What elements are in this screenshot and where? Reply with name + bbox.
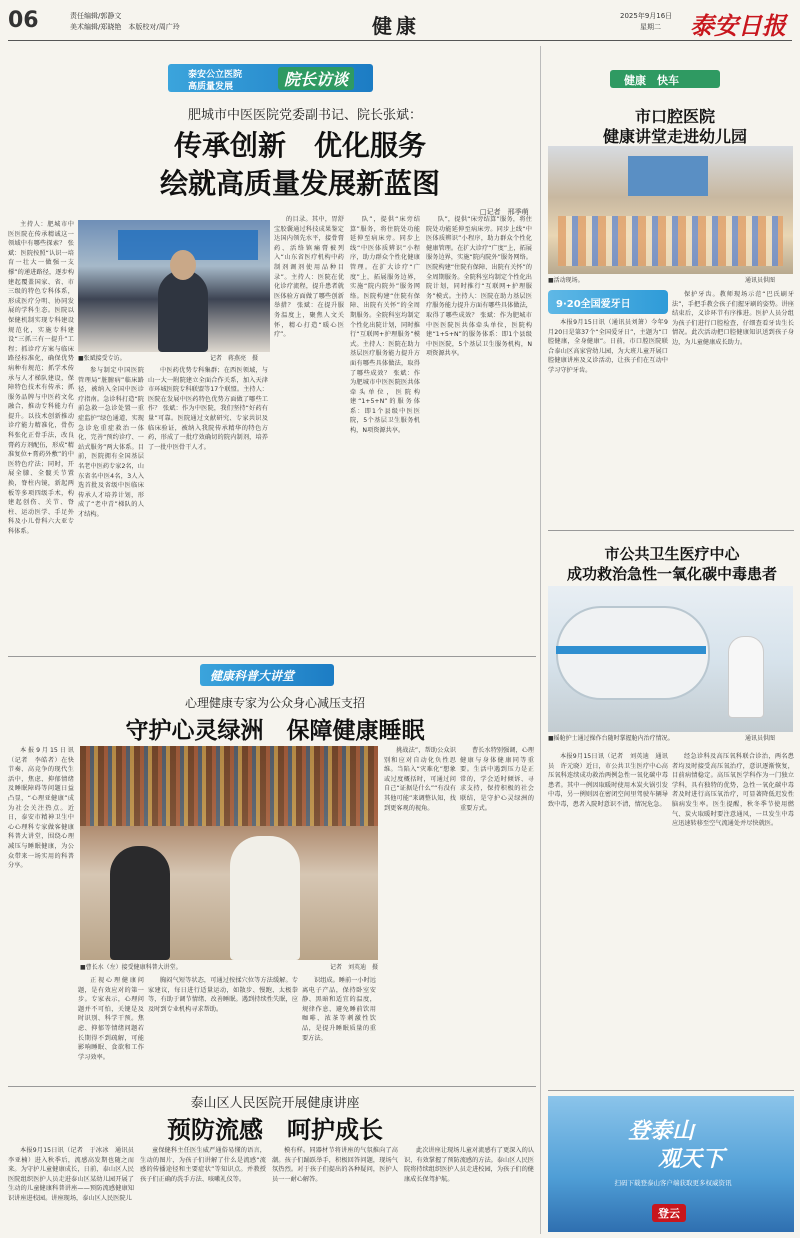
article1-col2b [78,366,144,652]
page-number: 06 [8,8,39,33]
oxygen-chamber-photo [548,586,793,732]
article3-title: 预防流感 呵护成长 [167,1115,383,1144]
article2-col6 [460,746,534,1082]
brief2-body-text: 经急诊科及高压氧科联合诊治，两名患者均及时接受高压氧治疗，意识逐渐恢复，目前病情稳定。高压氧医学科作为一门独立学科，具有独特的优势，急性一氧化碳中毒者及时进行高压氧治疗，可显著降低迟发性脑病发生率。医生提醒，秋冬季节使用燃气、炭火取暖时要注意通风，一旦发生中毒应迅速转移至空气流通处并尽快就医。 [672,753,794,828]
article2-col2c [78,976,144,1082]
article2-photo-caption: ■曹长水（左）接受健康科普大讲堂。 [80,964,182,971]
brief1-body-text: 保护牙齿。教师现场示范“巴氏刷牙法”，手把手教会孩子们握牙刷的姿势。讲座结束后，义诊环节有序推进。医护人员分组为孩子们进行口腔检查，仔细查看牙齿生长情况。此次活动把口腔健康知识送到孩子身边，为儿童健康成长助力。 [672,291,794,346]
article1-col1 [8,220,74,652]
bookshelf [80,746,378,826]
brief-tag [610,70,720,88]
article3-col4 [404,1146,534,1234]
article3-col1-text: 本报9月15日讯（记者 于冰冰 通讯员 李亚楠）进入秋季后，流感高发期也随之而来。为守护儿童健康成长，日前，泰山区人民医院组织医护人员走进泰山区某幼儿园开展了生动的儿童健康科普讲座——预防流感健康知识讲座进校园。讲座现场，泰山区人民医院儿 [8,1147,141,1202]
article2-title: 守护心灵绿洲 保障健康睡眠 [125,717,425,744]
article1-col6-text: 队”，提供“床旁结算”服务，将住院处功能延伸至病床旁。同步上线“中医体质辨识”小程序，助力群众个性化健康管理。在扩大诊疗“广度”上，拓展服务边界，实施“院内院外”服务网络。医院构建“住院有保障、出院有关怀”的全周期服务。全院科室均制定个性化出院计划，同时推行“互联网+护理服务”模式。主持人：医院在助力基层医疗服务能力提升方面有哪些具体做法，取得了哪些成效？ 张斌：作为肥城市中医医院医共体牵头单位，医院构建“1+5+N”的服务体系：即1个县级中医医院，5个基层卫生服务机构，N项资源共享。 [426,216,532,358]
hospital-banner [168,64,373,92]
chamber-stripe [556,646,706,654]
app-ad[interactable] [548,1096,794,1232]
host-figure [110,846,170,960]
guest-figure [230,836,300,960]
brief-tag-text: 健康 快车 [624,74,679,87]
article3-col4-text: 此次讲座让现场儿童对流感有了更深入的认识，有效掌握了预防流感的方法。泰山区人民医院将持续组织医护人员走进校园，为孩子们的健康成长保驾护航。 [404,1147,534,1183]
article2-photo-credit: 记者 刘英迪 摄 [330,964,379,971]
article2-col1 [8,746,74,1082]
brief2-photo-caption: ■摇舱护士通过操作台随时掌握舱内治疗情况。 [548,735,674,742]
article3-col3-text: 模有样。同器材节将讲座的气氛推向了高潮。孩子们踊跃举手，积极回答问题，现场气氛热烈。对于孩子们提出的各种疑问，医护人员一一耐心解答。 [272,1147,398,1183]
article1-col3-text: 中医药优势专科集群；在西医领域，与山一大一附院建立全面合作关系，加入天津市环城医院专科联盟等17个联盟。主持人：医院在发展中医药特色优势方面做了哪些工作？ 张斌：作为中医院，我们坚持“好药有量”可靠。医院通过文献研究、专家共识及临床验证，被纳入我院传承精华的特色方药，形成了一批疗效确切的院内制剂，培养了一批中医骨干人才。 [148,367,268,451]
article1-col4 [274,215,344,652]
banner-tag: 院长访谈 [278,67,354,90]
article1-col1-text: 主持人：肥城市中医医院在传承精诚这一领域中有哪些探索？ 张斌：医院按照“认识一培育一壮大一做强一支撑”的递进路径，逐步构建起覆盖国家、省、市三级的特色专科体系，形成医疗分明、协同发展的学科生态。医院以保健机制实现专科建设规范化，实施专科建设“三抓三有一提升”工程；抓诊疗方案与临床路径标准化，确保优势病种有规范；抓学术传承与人才梯队建设，保障特色技术有传承；抓服务品牌与中医药文化融合，推动专科能力有提升。以技术创新推动诊疗能力精准化，骨伤科张化正骨手法，改良膏药方剂配伍，形成“精准复位+膏药外敷”的中医特色疗法；同时，开展全膝、全髋关节置换，脊柱内镜，新起两板等多项四级手术，构建起创伤、关节、脊柱、运动医学、手足外科及小儿骨科六大亚专科体系。 [8,221,74,535]
kindergarten-photo [548,146,793,274]
banner-line-2: 高质量发展 [188,82,234,92]
brief1-body [672,290,794,518]
person-face [170,250,196,280]
article2-col5 [384,746,456,1082]
divider-after-article1 [8,656,536,657]
article3-col2-text: 童保健科主任医生威严通俗易懂的语言，生动的图片，为孩子们讲解了什么是流感“流感的传播途径和主要症状”等知识点。并教授孩子们正确的洗手方法、咳嗽礼仪等。 [140,1147,266,1183]
brief2-lead [548,752,668,1082]
editor-line-2: 美术编辑/郑晓艳 本版校对/周广玲 [70,23,180,31]
ad-line-1: 登泰山 [628,1118,695,1144]
article1-title-line2: 绘就高质量发展新蓝图 [159,167,440,200]
article2-col5-text: 挑战法”，帮助公众识别和应对自动化负性思维。当陷入“灾难化”想象或过度概括时，可通过问自己“证据是什么”“有没有其他可能”来调整认知，找到更客观的视角。 [384,747,456,812]
article1-col5 [350,215,420,652]
vertical-divider [540,46,541,1234]
issue-weekday: 星期二 [640,23,661,31]
article3-subtitle: 泰山区人民医院开展健康讲座 [190,1096,360,1111]
article1-photo-caption: ■张斌接受专访。 [78,355,126,362]
brief2-body [672,752,794,1082]
science-banner-text: 健康科普大讲堂 [210,669,295,683]
brief1-photo-credit: 通讯员供图 [745,277,776,284]
interview-photo [78,220,270,352]
article2-col3 [148,976,298,1082]
page-header [0,0,800,42]
brief1-lead-text: 本报9月15日讯（通讯员刘箫）今年9月20日是第37个“全国爱牙日”，主题为“口腔健康，全身健康”。日前，市口腔医院联合泰山区高家营幼儿园，为大班儿童开展口腔健康讲座及义诊活动，让孩子们在互动中学习守护牙齿。 [548,319,668,374]
children-group [558,216,783,266]
brief2-title-line1: 市公共卫生医疗中心 [604,545,740,563]
article2-col4-text: 识组成。睡前一小时远离电子产品，保持卧室安静、黑暗和适宜的温度，规律作息，避免睡前饮用咖啡、浓茶等刺激性饮品，是提升睡眠质量的重要方法。 [302,977,376,1042]
divider-right-1 [548,530,794,531]
article1-photo-credit: 记者 蒋燕亮 摄 [210,355,259,362]
ad-line-3: 扫码下载登泰山客户端获取更多权威资讯 [614,1179,732,1187]
article3-col1 [8,1146,141,1234]
screen-board [628,156,708,196]
article1-title-line1: 传承创新 优化服务 [173,129,426,162]
brief2-lead-text: 本报9月15日讯（记者 刘英迪 通讯员 许元晓）近日，市公共卫生医疗中心高压氧科连续成功救治两例急性一氧化碳中毒患者。其中一例因取暖时使用木炭火锅引发中毒，另一例则因在密闭空间里驾驶车辆导致中毒，患者入院时意识不清，情况危急。 [548,753,668,808]
brief1-title-line1: 市口腔医院 [634,107,715,126]
banner-line-1: 泰安公立医院 [188,70,243,80]
article2-col1-text: 本报9月15日讯（记者 李皓者）在快节奏、高竞争的现代生活中，焦虑、抑郁情绪及睡眠障碍等问题日益凸显，“心理亚健康”成为社会关注热点。近日，泰安市精神卫生中心心理科专家做客健康科普大讲堂，围绕心理减压与睡眠健康，为公众带来一场实用的科普分享。 [8,747,74,870]
editor-line-1: 责任编辑/郭静文 [70,12,122,20]
divider-right-2 [548,1090,794,1091]
brief1-photo-caption: ■活动现场。 [548,277,584,284]
article1-subtitle: 肥城市中医医院党委副书记、院长张斌： [187,108,422,123]
header-rule [8,40,792,41]
issue-date: 2025年9月16日 [620,12,673,20]
article2-subtitle: 心理健康专家为公众身心减压支招 [184,696,365,710]
brief2-title-line2: 成功救治急性一氧化碳中毒患者 [566,565,777,583]
person-figure [158,270,208,352]
brief1-lead [548,318,668,518]
tooth-day-logo [548,290,668,314]
article2-col3-text: 胸闷气短等状态，可通过按揉穴位等方法缓解。专家建议，每日进行适量运动，如散步、慢跑、太极拳等，有助于调节情绪、改善睡眠。遇到持续性失眠，应及时到专业机构寻求帮助。 [148,977,298,1013]
article1-col2-text: 参与制定中国医院管理局“脏腑病”临床路径，被纳入全国中医诊疗指南。急诊科打造“院前急救一急诊处置一重症监护”绿色通道，实现急诊危重症救治一体化，完善“预约诊疗、一站式服务”两大体系。目前，医院拥有全国基层名老中医药专家2名，山东省名中医4名，3人入选首批及省级中医临床传承人才培养计划，形成了“老中青”梯队的人才结构。 [78,367,144,518]
section-title: 健康 [372,14,420,38]
article2-col2-text: 正视心理健康问题，是有效应对的第一步。专家表示，心理问题并不可怕，关键是及时识别、科学干预。焦虑、抑郁等情绪问题若长期得不到疏解，可能影响睡眠、食欲和工作学习效率。 [78,977,144,1061]
article1-col4-text: 的目录。其中，胃舒宝胶囊通过科技成果鉴定达国内领先水平，接骨膏药、活络镇痛膏被列入“山东省医疗机构中药制剂调剂使用品种目录”。主持人：医院在优化诊疗流程，提升患者就医体验方面做了哪些创新举措？ 张斌：在提升服务温度上，聚焦人文关怀，精心打造“暖心医疗”。 [274,216,344,339]
paper-logo: 泰安日报 [690,11,786,40]
article3-col3 [272,1146,398,1234]
article1-col6 [426,215,532,652]
ad-brand: 登云 [652,1204,686,1222]
tooth-day-logo-text: 9·20全国爱牙日 [556,299,631,310]
science-banner [200,664,334,686]
brief1-title-line2: 健康讲堂走进幼儿园 [602,127,747,146]
nurse-figure [728,636,764,718]
article3-col2 [140,1146,266,1234]
brief2-photo-credit: 通讯员供图 [745,735,776,742]
ad-line-2: 观天下 [658,1146,725,1172]
lecture-photo [80,746,378,960]
article2-col4 [302,976,376,1082]
article1-col5-text: 队”，提供“床旁结算”服务，将住院处功能延伸至病床旁。同步上线“中医体质辨识”小程序，助力群众个性化健康管理。在扩大诊疗“广度”上，拓展服务边界，实施“院内院外”服务网络。医院构建“住院有保障、出院有关怀”的全周期服务。全院科室均制定个性化出院计划，同时推行“互联网+护理服务”模式。主持人：医院在助力基层医疗服务能力提升方面有哪些具体做法，取得了哪些成效？ 张斌：作为肥城市中医医院医共体牵头单位，医院构建“1+5+N”的服务体系：即1个县级中医医院，5个基层卫生服务机构，N项资源共享。 [350,216,420,435]
article1-byline: □记者 邢季萌 [480,208,529,216]
divider-after-article2 [8,1086,536,1087]
article2-col6-text: 曹长水特别强调，心理健康与身体健康同等重要。生活中遇到压力是正常的，学会适时倾诉、寻求支持，保持积极的社会联结，是守护心灵绿洲的重要方式。 [460,747,534,812]
article1-col3 [148,366,268,652]
